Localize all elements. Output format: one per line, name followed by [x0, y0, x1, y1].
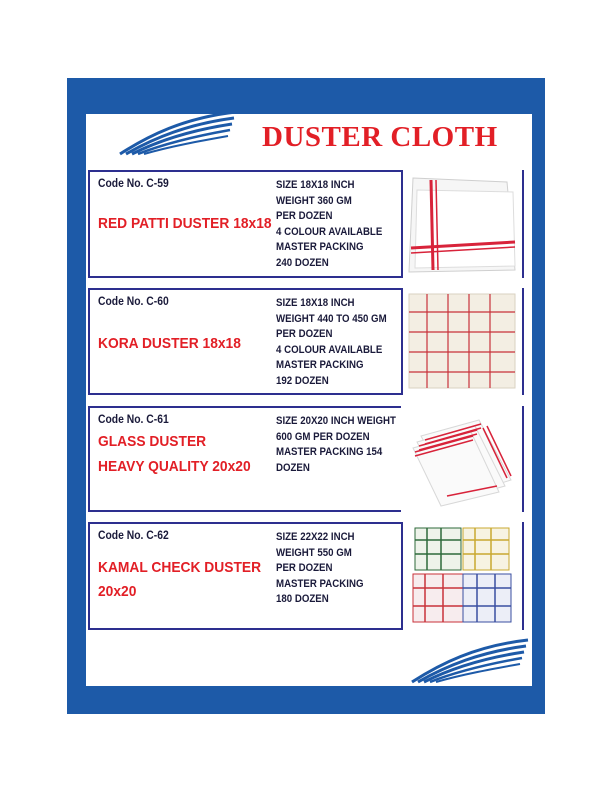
red-patti-duster-photo [401, 170, 522, 278]
spec-line: WEIGHT 440 TO 450 GM [276, 312, 387, 325]
spec-line: MASTER PACKING [276, 241, 364, 253]
spec-line: PER DOZEN [276, 562, 333, 574]
top-left-swoosh-icon [118, 108, 238, 158]
spec-line: MASTER PACKING [276, 359, 364, 371]
product-spec [276, 296, 411, 389]
product-name-line-2: 20x20 [98, 583, 137, 600]
spec-line: 4 COLOUR AVAILABLE [276, 343, 383, 356]
spec-line: 4 COLOUR AVAILABLE [276, 225, 383, 238]
spec-line: 240 DOZEN [276, 256, 329, 269]
product-code: Code No. C-61 [98, 414, 169, 426]
product-code: Code No. C-60 [98, 296, 169, 308]
spec-line: SIZE 18X18 INCH [276, 297, 355, 309]
kora-duster-photo [401, 288, 522, 395]
spec-line: 192 DOZEN [276, 374, 329, 387]
product-spec [276, 178, 411, 271]
product-name-line-1: GLASS DUSTER [98, 433, 207, 450]
spec-line: 600 GM PER DOZEN [276, 430, 370, 443]
product-card-c59 [88, 170, 524, 278]
product-name: RED PATTI DUSTER 18x18 [98, 215, 272, 232]
product-card-c62 [88, 522, 524, 630]
product-code: Code No. C-62 [98, 530, 169, 542]
bottom-right-swoosh-icon [410, 636, 530, 686]
product-spec [276, 414, 411, 476]
spec-line: WEIGHT 360 GM [276, 194, 352, 207]
spec-line: PER DOZEN [276, 328, 333, 340]
spec-line: WEIGHT 550 GM [276, 546, 352, 559]
spec-line: SIZE 20X20 INCH WEIGHT [276, 415, 396, 427]
product-card-c60 [88, 288, 524, 395]
spec-line: MASTER PACKING 154 [276, 446, 383, 458]
glass-duster-photo [401, 406, 522, 512]
product-spec [276, 530, 411, 608]
kamal-check-duster-photo [401, 522, 522, 630]
product-code: Code No. C-59 [98, 178, 169, 190]
spec-line: PER DOZEN [276, 210, 333, 222]
product-card-c61 [88, 406, 524, 512]
page-title: DUSTER CLOTH [262, 121, 498, 153]
product-name-line-2: HEAVY QUALITY 20x20 [98, 458, 251, 475]
spec-line: SIZE 22X22 INCH [276, 531, 355, 543]
product-name: KORA DUSTER 18x18 [98, 335, 241, 352]
spec-line: SIZE 18X18 INCH [276, 179, 355, 191]
spec-line: DOZEN [276, 461, 310, 474]
spec-line: 180 DOZEN [276, 593, 329, 605]
spec-line: MASTER PACKING [276, 577, 364, 590]
product-name-line-1: KAMAL CHECK DUSTER [98, 559, 262, 576]
